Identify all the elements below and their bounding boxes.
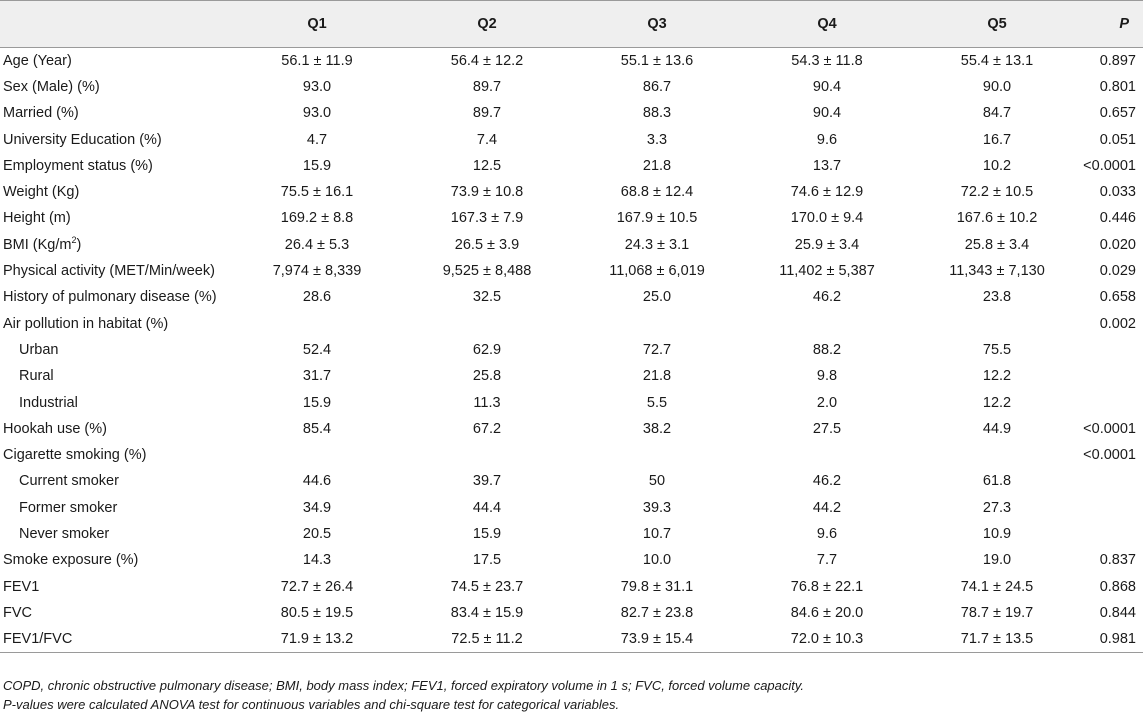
cell-p: 0.897 (1099, 52, 1136, 69)
row-label: Weight (Kg) (3, 184, 80, 201)
cell-q5: 44.9 (982, 420, 1012, 437)
header-p: P (1082, 1, 1143, 48)
cell-q1: 34.9 (302, 499, 332, 516)
footnote-abbreviations: COPD, chronic obstructive pulmonary disease; BMI, body mass index; FEV1, forced expiratory volume in 1 s; FVC, forced volume capacity. (3, 678, 805, 693)
cell-q1: 31.7 (302, 368, 332, 385)
row-label (0, 232, 232, 258)
cell-q2: 7.4 (476, 131, 498, 148)
cell-p: <0.0001 (1083, 420, 1136, 437)
cell-q4: 72.0 ± 10.3 (742, 626, 912, 652)
cell-q4 (742, 310, 912, 336)
table-row (0, 363, 1143, 389)
cell-q5: 10.9 (982, 525, 1012, 542)
cell-q3: 50 (648, 473, 666, 490)
cell-p: 0.033 (1099, 184, 1136, 201)
cell-q5: 167.6 ± 10.2 (956, 210, 1038, 227)
row-label: Physical activity (MET/Min/week) (3, 263, 215, 280)
cell-p: 0.002 (1099, 315, 1136, 332)
cell-q2: 26.5 ± 3.9 (454, 236, 520, 253)
cell-q3: 11,068 ± 6,019 (609, 263, 705, 280)
cell-q2: 17.5 (472, 552, 502, 569)
header-q4: Q4 (742, 1, 912, 48)
cell-q1: 4.7 (306, 131, 328, 148)
cell-q1: 72.7 ± 26.4 (280, 578, 354, 595)
cell-q1: 169.2 ± 8.8 (280, 210, 354, 227)
cell-q4: 25.9 ± 3.4 (794, 236, 860, 253)
cell-q2: 56.4 ± 12.2 (450, 52, 524, 69)
header-q2: Q2 (402, 1, 572, 48)
row-label: FEV1/FVC (0, 626, 232, 652)
cell-q2: 67.2 (472, 420, 502, 437)
cell-q5: 25.8 ± 3.4 (964, 236, 1030, 253)
cell-q4: 90.4 (812, 78, 842, 95)
cell-p: 0.801 (1099, 78, 1136, 95)
cell-p: 0.981 (1082, 626, 1143, 652)
cell-p (1082, 521, 1143, 547)
cell-q3: 3.3 (646, 131, 668, 148)
row-label: Air pollution in habitat (%) (3, 315, 169, 332)
cell-q1: 15.9 (302, 157, 332, 174)
table-row (0, 389, 1143, 415)
cell-q2: 11.3 (473, 394, 501, 411)
cell-q5: 72.2 ± 10.5 (960, 184, 1034, 201)
cell-q5: 61.8 (982, 473, 1012, 490)
cell-p: 0.658 (1099, 289, 1136, 306)
cell-q1: 52.4 (302, 341, 332, 358)
cell-q3: 21.8 (642, 157, 672, 174)
cell-q3 (572, 442, 742, 468)
table-row (0, 442, 1143, 468)
cell-q1: 93.0 (302, 78, 332, 95)
row-label: Employment status (%) (3, 157, 153, 174)
cell-q5: 19.0 (982, 552, 1012, 569)
row-label: Rural (19, 368, 54, 385)
cell-q1: 44.6 (302, 473, 332, 490)
bmi-label-tail: ) (76, 236, 82, 253)
cell-q2: 25.8 (472, 368, 502, 385)
cell-p: <0.0001 (1083, 447, 1136, 464)
table-row (0, 232, 1143, 258)
cell-q1: 14.3 (302, 552, 332, 569)
cell-q2 (402, 310, 572, 336)
row-label: Current smoker (19, 473, 119, 490)
cell-q3: 79.8 ± 31.1 (620, 578, 694, 595)
cell-q3: 68.8 ± 12.4 (620, 184, 694, 201)
table-row (0, 74, 1143, 100)
table-row (0, 205, 1143, 231)
cell-q4: 46.2 (812, 289, 842, 306)
cell-q3: 24.3 ± 3.1 (624, 236, 690, 253)
cell-q5 (912, 310, 1082, 336)
table-row (0, 48, 1143, 74)
bmi-label-text: BMI (Kg/m (3, 236, 72, 253)
table-row (0, 626, 1143, 652)
table-row (0, 547, 1143, 573)
cell-q3: 39.3 (642, 499, 672, 516)
table-footnotes (3, 676, 804, 714)
cell-q5: 10.2 (982, 157, 1012, 174)
cell-q2: 83.4 ± 15.9 (450, 604, 524, 621)
cell-q5: 84.7 (982, 105, 1012, 122)
cell-q4: 170.0 ± 9.4 (790, 210, 864, 227)
cell-p (1082, 337, 1143, 363)
cell-q1 (232, 442, 402, 468)
table-row (0, 468, 1143, 494)
cell-q1: 75.5 ± 16.1 (280, 184, 354, 201)
cell-p (1082, 389, 1143, 415)
cell-q4: 76.8 ± 22.1 (790, 578, 864, 595)
cell-p: 0.868 (1099, 578, 1136, 595)
cell-q2: 15.9 (472, 525, 502, 542)
cell-q1: 80.5 ± 19.5 (280, 604, 354, 621)
cell-q4 (742, 442, 912, 468)
row-label: Never smoker (19, 525, 110, 542)
row-label: Sex (Male) (%) (3, 78, 100, 95)
row-label: History of pulmonary disease (%) (3, 289, 217, 306)
cell-q2: 12.5 (472, 157, 502, 174)
row-label: Urban (19, 341, 59, 358)
cell-p (1082, 363, 1143, 389)
cell-q3: 5.5 (646, 394, 668, 411)
cell-q3: 82.7 ± 23.8 (620, 604, 694, 621)
cell-q3: 10.0 (642, 552, 672, 569)
cell-q4: 2.0 (816, 394, 838, 411)
cell-p: 0.844 (1099, 604, 1136, 621)
cell-q4: 54.3 ± 11.8 (791, 52, 863, 69)
cell-q3: 25.0 (642, 289, 672, 306)
row-label: Hookah use (%) (3, 420, 107, 437)
table-row (0, 521, 1143, 547)
cell-q3: 73.9 ± 15.4 (572, 626, 742, 652)
table-row (0, 179, 1143, 205)
table-row (0, 495, 1143, 521)
cell-q4: 90.4 (812, 105, 842, 122)
cell-q2: 32.5 (472, 289, 502, 306)
cell-q4: 74.6 ± 12.9 (790, 184, 864, 201)
cell-q2: 73.9 ± 10.8 (450, 184, 524, 201)
cell-q3: 55.1 ± 13.6 (620, 52, 694, 69)
cell-q2 (402, 442, 572, 468)
table-row (0, 416, 1143, 442)
cell-q5: 71.7 ± 13.5 (912, 626, 1082, 652)
cell-q2: 89.7 (472, 105, 502, 122)
cell-q2: 72.5 ± 11.2 (402, 626, 572, 652)
cell-q5: 23.8 (982, 289, 1012, 306)
cell-q5: 16.7 (982, 131, 1012, 148)
cell-q5: 74.1 ± 24.5 (960, 578, 1034, 595)
header-q5: Q5 (912, 1, 1082, 48)
cell-q4: 7.7 (816, 552, 838, 569)
cell-q2: 44.4 (472, 499, 502, 516)
cell-q1: 26.4 ± 5.3 (284, 236, 350, 253)
header-q1: Q1 (232, 1, 402, 48)
cell-p: 0.020 (1099, 236, 1136, 253)
cell-q4: 11,402 ± 5,387 (779, 263, 875, 280)
cell-q4: 84.6 ± 20.0 (790, 604, 864, 621)
cell-q1: 20.5 (302, 525, 332, 542)
row-label: FVC (3, 604, 32, 621)
cell-q4: 27.5 (812, 420, 842, 437)
row-label: Age (Year) (3, 52, 72, 69)
cell-q1: 93.0 (302, 105, 332, 122)
cell-p: <0.0001 (1083, 157, 1136, 174)
header-q3: Q3 (572, 1, 742, 48)
cell-q5: 12.2 (982, 394, 1012, 411)
cell-q3: 10.7 (642, 525, 672, 542)
cell-q3: 88.3 (642, 105, 672, 122)
cell-q3: 167.9 ± 10.5 (616, 210, 698, 227)
header-blank (0, 1, 232, 48)
cell-q2: 89.7 (472, 78, 502, 95)
cell-p (1082, 468, 1143, 494)
table-row (0, 573, 1143, 599)
cell-p: 0.657 (1099, 105, 1136, 122)
cell-q2: 9,525 ± 8,488 (442, 263, 532, 280)
row-label: Industrial (19, 394, 78, 411)
cell-q2: 39.7 (472, 473, 502, 490)
cell-q1: 15.9 (302, 394, 332, 411)
footnote-statistics: P-values were calculated ANOVA test for continuous variables and chi-square test for categorical variables. (3, 697, 620, 712)
cell-q1: 7,974 ± 8,339 (272, 263, 362, 280)
header-row (0, 1, 1143, 48)
row-label: Height (m) (3, 210, 71, 227)
cell-q4: 9.6 (816, 525, 838, 542)
cell-q5 (912, 442, 1082, 468)
table-row (0, 258, 1143, 284)
table-row (0, 310, 1143, 336)
cell-q1: 71.9 ± 13.2 (232, 626, 402, 652)
cell-q1 (232, 310, 402, 336)
cell-p: 0.837 (1099, 552, 1136, 569)
cell-q3: 86.7 (642, 78, 672, 95)
cell-q2: 62.9 (472, 341, 502, 358)
cell-q1: 28.6 (302, 289, 332, 306)
cell-q2: 167.3 ± 7.9 (450, 210, 524, 227)
cell-q3: 21.8 (642, 368, 672, 385)
row-label: Former smoker (19, 499, 118, 516)
cell-q5: 78.7 ± 19.7 (960, 604, 1034, 621)
cell-p: 0.051 (1099, 131, 1136, 148)
cell-q4: 9.8 (816, 368, 838, 385)
row-label: Smoke exposure (%) (3, 552, 139, 569)
table-row (0, 284, 1143, 310)
cell-q5: 90.0 (982, 78, 1012, 95)
row-label: University Education (%) (3, 131, 162, 148)
cell-p (1082, 495, 1143, 521)
cell-q5: 12.2 (982, 368, 1012, 385)
cell-q2: 74.5 ± 23.7 (450, 578, 524, 595)
table-row (0, 100, 1143, 126)
table-row (0, 600, 1143, 626)
cell-q3: 72.7 (642, 341, 672, 358)
cell-p: 0.029 (1099, 263, 1136, 280)
table-row (0, 153, 1143, 179)
cell-q3 (572, 310, 742, 336)
row-label: Married (%) (3, 105, 79, 122)
cell-q1: 85.4 (302, 420, 332, 437)
row-label: FEV1 (3, 578, 40, 595)
table-row (0, 337, 1143, 363)
cell-q1: 56.1 ± 11.9 (281, 52, 353, 69)
cell-q4: 88.2 (812, 341, 842, 358)
cell-q4: 46.2 (812, 473, 842, 490)
cell-p: 0.446 (1099, 210, 1136, 227)
bmi-label-superscript: 2 (71, 234, 77, 245)
cell-q5: 55.4 ± 13.1 (960, 52, 1034, 69)
cell-q5: 75.5 (982, 341, 1012, 358)
table-row (0, 126, 1143, 152)
cell-q4: 13.7 (812, 157, 842, 174)
cell-q5: 11,343 ± 7,130 (949, 263, 1045, 280)
cell-q4: 44.2 (812, 499, 842, 516)
cell-q5: 27.3 (982, 499, 1012, 516)
row-label: Cigarette smoking (%) (3, 447, 147, 464)
cell-q3: 38.2 (642, 420, 672, 437)
cell-q4: 9.6 (816, 131, 838, 148)
